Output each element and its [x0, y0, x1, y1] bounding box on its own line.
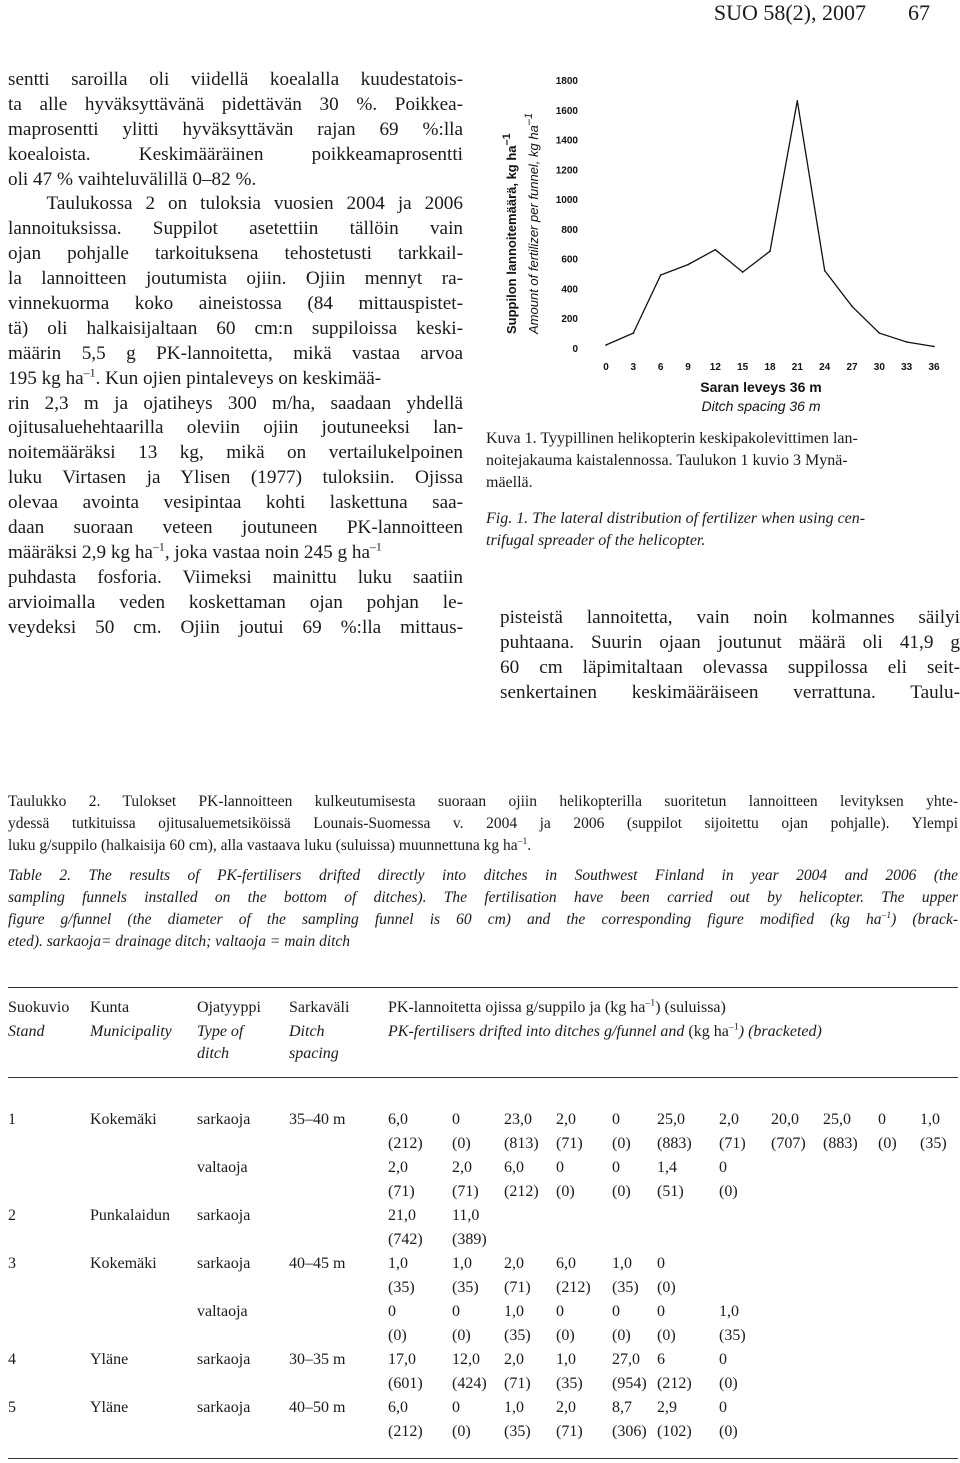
- cell-value-g-funnel: 1,0: [556, 1351, 576, 1368]
- right-body-text: [500, 606, 960, 706]
- cell-value-g-funnel: 0: [556, 1303, 564, 1320]
- cell-value-kg-ha: (424): [452, 1375, 487, 1392]
- y-tick-label: 800: [561, 224, 578, 236]
- cell-stand: 3: [8, 1255, 16, 1272]
- col-header-spacing-en-2: spacing: [289, 1045, 339, 1062]
- cell-municipality: Kokemäki: [90, 1111, 157, 1128]
- cell-municipality: Kokemäki: [90, 1255, 157, 1272]
- caption-line: eted). sarkaoja= drainage ditch; valtaoja = main ditch: [8, 933, 351, 950]
- cell-value-kg-ha: (883): [823, 1135, 858, 1152]
- cell-value-kg-ha: (102): [657, 1423, 692, 1440]
- cell-municipality: Yläne: [90, 1351, 129, 1368]
- superscript: –1: [645, 997, 656, 1009]
- text-fragment: ) (brack-: [891, 911, 958, 928]
- cell-value-g-funnel: 0: [719, 1159, 727, 1176]
- table-caption-en: [8, 865, 958, 953]
- table-caption-fi: [8, 791, 958, 857]
- x-tick-label: 30: [873, 362, 885, 373]
- cell-value-g-funnel: 0: [452, 1303, 460, 1320]
- cell-value-kg-ha: (212): [504, 1183, 539, 1200]
- cell-value-kg-ha: (0): [452, 1135, 471, 1152]
- y-tick-label: 200: [561, 314, 578, 326]
- cell-value-kg-ha: (51): [657, 1183, 684, 1200]
- y-tick-label: 0: [572, 344, 578, 355]
- cell-value-kg-ha: (212): [388, 1135, 423, 1152]
- cell-value-g-funnel: 1,0: [719, 1303, 739, 1320]
- journal-header: SUO 58(2), 2007: [713, 0, 866, 25]
- y-label-fi-text: Suppilon lannoitemäärä, kg ha: [504, 145, 519, 334]
- cell-value-g-funnel: 2,0: [556, 1111, 576, 1128]
- y-tick-label: 1000: [555, 195, 578, 207]
- data-point: [933, 346, 935, 348]
- y-label-en-sup: –1: [523, 112, 535, 126]
- cell-value-g-funnel: 12,0: [452, 1351, 480, 1368]
- text-line: määrin 5,5 g PK-lannoitetta, mikä vastaa arvoa: [8, 342, 463, 364]
- text-line: arvioimalla veden koskettaman ojan pohjan le-: [8, 591, 463, 613]
- cell-value-kg-ha: (954): [612, 1375, 647, 1392]
- data-point: [605, 344, 607, 346]
- cell-ditch-spacing: 35–40 m: [289, 1111, 346, 1128]
- data-point: [633, 332, 635, 334]
- x-tick-label: 12: [709, 362, 721, 373]
- header-fragment: ) (suluissa): [655, 999, 726, 1016]
- cell-value-g-funnel: 23,0: [504, 1111, 532, 1128]
- caption-line: Taulukko 2. Tulokset PK-lannoitteen kulkeutumisesta suoraan ojiin helikopterilla suoritetun lannoitteen levityksen yhte-: [8, 793, 958, 810]
- cell-value-g-funnel: 0: [452, 1399, 460, 1416]
- cell-ditch-type: sarkaoja: [197, 1207, 251, 1224]
- cell-ditch-type: sarkaoja: [197, 1399, 251, 1416]
- text-line: sentti saroilla oli viidellä koealalla kuudestatois-: [8, 69, 463, 90]
- caption-line: Kuva 1. Tyypillinen helikopterin keskipakolevittimen lan-: [486, 430, 858, 447]
- cell-stand: 1: [8, 1111, 16, 1128]
- cell-value-kg-ha: (35): [388, 1279, 415, 1296]
- cell-ditch-type: valtaoja: [197, 1159, 248, 1176]
- cell-value-g-funnel: 0: [719, 1351, 727, 1368]
- cell-value-kg-ha: (212): [556, 1279, 591, 1296]
- cell-value-g-funnel: 27,0: [612, 1351, 640, 1368]
- cell-value-g-funnel: 2,0: [388, 1159, 408, 1176]
- cell-value-kg-ha: (35): [920, 1135, 947, 1152]
- x-tick-label: 24: [819, 362, 831, 373]
- cell-value-kg-ha: (0): [388, 1327, 407, 1344]
- cell-value-kg-ha: (0): [612, 1135, 631, 1152]
- cell-value-g-funnel: 2,0: [504, 1351, 524, 1368]
- cell-value-g-funnel: 0: [657, 1303, 665, 1320]
- text-fragment: .: [527, 837, 532, 854]
- cell-value-kg-ha: (742): [388, 1231, 423, 1248]
- cell-value-kg-ha: (71): [452, 1183, 479, 1200]
- cell-value-kg-ha: (0): [878, 1135, 897, 1152]
- col-header-pk-en: [388, 1020, 822, 1044]
- cell-value-kg-ha: (0): [452, 1423, 471, 1440]
- text-fragment: 195 kg ha: [8, 367, 84, 389]
- cell-value-kg-ha: (212): [657, 1375, 692, 1392]
- col-header-type-en: Type of: [197, 1023, 244, 1040]
- cell-value-kg-ha: (71): [504, 1279, 531, 1296]
- cell-value-kg-ha: (0): [657, 1327, 676, 1344]
- caption-line-with-unit: [8, 909, 958, 931]
- text-line: puhtaana. Suurin ojaan joutunut määrä oli 41,9 g: [500, 631, 960, 653]
- cell-value-kg-ha: (0): [612, 1327, 631, 1344]
- cell-ditch-type: valtaoja: [197, 1303, 248, 1320]
- cell-value-kg-ha: (0): [719, 1375, 738, 1392]
- text-line: la lannoitteen joutumista ojiin. Ojiin mennyt ra-: [8, 268, 463, 290]
- text-line-with-unit: [8, 367, 463, 392]
- cell-stand: 4: [8, 1351, 16, 1368]
- text-line: Taulukossa 2 on tuloksia vuosien 2004 ja 2006: [8, 193, 463, 215]
- cell-value-kg-ha: (0): [719, 1183, 738, 1200]
- col-header-municipality-en: Municipality: [90, 1023, 172, 1040]
- cell-value-kg-ha: (71): [504, 1375, 531, 1392]
- header-fragment: ) (bracketed): [738, 1023, 822, 1040]
- text-line: tä) oli halkaisijaltaan 60 cm:n suppiloissa keski-: [8, 317, 463, 339]
- col-header-spacing-en: Ditch: [289, 1023, 325, 1040]
- caption-line-with-unit: [8, 835, 958, 857]
- data-point: [715, 249, 717, 251]
- y-tick-label: 1400: [555, 135, 578, 147]
- cell-value-g-funnel: 0: [612, 1111, 620, 1128]
- cell-value-g-funnel: 25,0: [823, 1111, 851, 1128]
- cell-stand: 2: [8, 1207, 16, 1224]
- cell-value-g-funnel: 11,0: [452, 1207, 480, 1224]
- x-tick-label: 27: [846, 362, 858, 373]
- cell-value-g-funnel: 1,0: [612, 1255, 632, 1272]
- cell-ditch-type: sarkaoja: [197, 1111, 251, 1128]
- cell-value-g-funnel: 0: [612, 1159, 620, 1176]
- cell-value-kg-ha: (389): [452, 1231, 487, 1248]
- cell-value-g-funnel: 25,0: [657, 1111, 685, 1128]
- superscript: –1: [83, 366, 96, 380]
- y-label-fi-sup: –1: [501, 133, 513, 146]
- text-line: luku Virtasen ja Ylisen (1977) tuloksiin. Ojissa: [8, 467, 463, 489]
- y-axis-label-en: [523, 113, 541, 335]
- cell-value-g-funnel: 6,0: [388, 1111, 408, 1128]
- x-tick-label: 21: [791, 362, 803, 373]
- cell-value-kg-ha: (212): [388, 1423, 423, 1440]
- col-header-municipality-fi: Kunta: [90, 999, 130, 1016]
- cell-value-kg-ha: (0): [556, 1327, 575, 1344]
- cell-value-kg-ha: (0): [452, 1327, 471, 1344]
- superscript: –1: [152, 540, 165, 554]
- data-point: [660, 274, 662, 276]
- cell-value-kg-ha: (35): [556, 1375, 583, 1392]
- data-point: [742, 271, 744, 273]
- text-fragment: . Kun ojien pintaleveys on keskimää-: [95, 367, 382, 389]
- col-header-spacing-fi: Sarkaväli: [289, 999, 350, 1016]
- cell-value-g-funnel: 0: [612, 1303, 620, 1320]
- cell-value-kg-ha: (0): [719, 1423, 738, 1440]
- cell-value-g-funnel: 2,0: [504, 1255, 524, 1272]
- text-line: ojan pohjalle tarkoituksena tehostetusti tarkkail-: [8, 243, 463, 265]
- cell-value-kg-ha: (883): [657, 1135, 692, 1152]
- x-tick-label: 15: [737, 362, 749, 373]
- figure-caption-fi: [486, 428, 958, 494]
- cell-value-kg-ha: (35): [612, 1279, 639, 1296]
- caption-line: Fig. 1. The lateral distribution of fertilizer when using cen-: [486, 510, 866, 527]
- text-line: pisteistä lannoitetta, vain noin kolmannes säilyi: [500, 607, 960, 628]
- cell-value-g-funnel: 0: [452, 1111, 460, 1128]
- y-tick-label: 400: [561, 284, 578, 296]
- x-tick-label: 3: [630, 362, 637, 373]
- data-point: [797, 100, 799, 102]
- text-line: rin 2,3 m ja ojatiheys 300 m/ha, saadaan yhdellä: [8, 392, 463, 414]
- cell-value-kg-ha: (71): [388, 1183, 415, 1200]
- x-tick-label: 6: [657, 362, 664, 373]
- x-tick-label: 9: [685, 362, 691, 373]
- data-point: [879, 332, 881, 334]
- text-line: ojitusaluehehtaarilla oleviin ojiin joutuneeksi lan-: [8, 417, 463, 439]
- text-line: 60 cm läpimitaltaan olevassa suppilossa eli seit-: [500, 656, 960, 678]
- cell-value-kg-ha: (35): [504, 1423, 531, 1440]
- col-header-pk-fi: [388, 996, 726, 1020]
- cell-value-kg-ha: (707): [771, 1135, 806, 1152]
- text-fragment: luku g/suppilo (halkaisija 60 cm), alla vastaava luku (suluissa) muunnettuna kg ha: [8, 837, 518, 854]
- col-header-type-fi: Ojatyyppi: [197, 999, 261, 1016]
- text-line: vinnekuorma koko aineistossa (84 mittauspistet-: [8, 293, 463, 315]
- cell-value-g-funnel: 0: [657, 1255, 665, 1272]
- text-line: daan suoraan veteen joutuneen PK-lannoitteen: [8, 517, 463, 539]
- x-axis-label-fi: Saran leveys 36 m: [700, 379, 822, 395]
- cell-value-g-funnel: 2,0: [452, 1159, 472, 1176]
- col-header-stand-en: Stand: [8, 1023, 45, 1040]
- fertilizer-distribution-chart: [486, 66, 960, 418]
- cell-value-g-funnel: 1,0: [388, 1255, 408, 1272]
- data-point: [824, 270, 826, 272]
- text-line: puhdasta fosforia. Viimeksi mainittu luku saatiin: [8, 566, 463, 588]
- cell-value-g-funnel: 2,9: [657, 1399, 677, 1416]
- text-line: lannoituksissa. Suppilot asetettiin tällöin vain: [8, 218, 463, 240]
- cell-value-kg-ha: (0): [556, 1183, 575, 1200]
- col-header-type-en-2: ditch: [197, 1045, 229, 1062]
- cell-value-g-funnel: 0: [388, 1303, 396, 1320]
- figure-caption-en: [486, 508, 958, 552]
- cell-value-g-funnel: 0: [719, 1399, 727, 1416]
- cell-value-g-funnel: 0: [556, 1159, 564, 1176]
- cell-ditch-spacing: 30–35 m: [289, 1351, 346, 1368]
- cell-value-g-funnel: 20,0: [771, 1111, 799, 1128]
- text-fragment: figure g/funnel (the diameter of the sampling funnel is 60 cm) and the corresponding figure modified (kg ha: [8, 911, 882, 928]
- cell-value-kg-ha: (71): [556, 1135, 583, 1152]
- y-tick-label: 1200: [555, 165, 578, 177]
- cell-value-g-funnel: 8,7: [612, 1399, 632, 1416]
- text-line: maprosentti ylitti hyväksyttävän rajan 69 %:lla: [8, 118, 463, 140]
- cell-value-kg-ha: (35): [719, 1327, 746, 1344]
- y-tick-label: 1800: [555, 76, 578, 87]
- x-tick-label: 36: [928, 362, 940, 373]
- text-line: oli 47 % vaihteluvälillä 0–82 %.: [8, 168, 257, 190]
- cell-value-g-funnel: 1,0: [504, 1303, 524, 1320]
- table-bottom-rule: [8, 1458, 958, 1459]
- text-fragment: , joka vastaa noin 245 g ha: [164, 541, 370, 563]
- cell-value-g-funnel: 1,4: [657, 1159, 677, 1176]
- cell-value-g-funnel: 2,0: [719, 1111, 739, 1128]
- cell-ditch-type: sarkaoja: [197, 1351, 251, 1368]
- table-header-rule: [8, 1077, 958, 1078]
- text-line: ta alle hyväksyttävänä pidettävän 30 %. Poikkea-: [8, 93, 463, 115]
- text-line: veydeksi 50 cm. Ojiin joutui 69 %:lla mittaus-: [8, 616, 463, 638]
- superscript: –1: [728, 1021, 739, 1033]
- data-point: [906, 341, 908, 343]
- cell-value-kg-ha: (71): [719, 1135, 746, 1152]
- text-line: koealoista. Keskimääräinen poikkeamaprosentti: [8, 143, 463, 165]
- superscript: –1: [517, 835, 528, 847]
- cell-value-kg-ha: (35): [452, 1279, 479, 1296]
- table-top-rule: [8, 987, 958, 988]
- x-axis-label-en: Ditch spacing 36 m: [701, 398, 821, 414]
- cell-stand: 5: [8, 1399, 16, 1416]
- cell-ditch-spacing: 40–50 m: [289, 1399, 346, 1416]
- distribution-line: [606, 101, 934, 347]
- x-tick-label: 18: [764, 362, 776, 373]
- header-fragment: PK-lannoitetta ojissa g/suppilo ja (kg ha: [388, 999, 646, 1016]
- caption-line: ydessä tutkituissa ojitusaluemetsiköissä Lounais-Suomessa v. 2004 ja 2006 (suppilot sijoitettu ojan pohjalle). Ylempi: [8, 815, 958, 832]
- cell-value-g-funnel: 17,0: [388, 1351, 416, 1368]
- data-point: [687, 264, 689, 266]
- cell-value-g-funnel: 2,0: [556, 1399, 576, 1416]
- text-fragment: määräksi 2,9 kg ha: [8, 541, 153, 563]
- superscript: –1: [369, 540, 382, 554]
- header-fragment: (kg ha: [688, 1023, 729, 1040]
- y-axis-label-fi: [501, 133, 519, 334]
- caption-line: noitejakauma kaistalennossa. Taulukon 1 kuvio 3 Mynä-: [486, 452, 848, 469]
- text-line: noitemääräksi 13 kg, mikä on vertailukelpoinen: [8, 442, 463, 464]
- cell-value-g-funnel: 1,0: [504, 1399, 524, 1416]
- cell-value-kg-ha: (601): [388, 1375, 423, 1392]
- text-line-with-unit: [8, 541, 463, 566]
- cell-value-kg-ha: (813): [504, 1135, 539, 1152]
- cell-value-g-funnel: 6: [657, 1351, 665, 1368]
- y-tick-label: 1600: [555, 105, 578, 117]
- text-line: senkertainen keskimääräiseen verrattuna. Taulu-: [500, 681, 960, 703]
- header-fragment: PK-fertilisers drifted into ditches g/funnel and: [388, 1023, 685, 1040]
- cell-value-g-funnel: 6,0: [388, 1399, 408, 1416]
- cell-value-kg-ha: (35): [504, 1327, 531, 1344]
- cell-value-g-funnel: 1,0: [920, 1111, 940, 1128]
- cell-value-g-funnel: 21,0: [388, 1207, 416, 1224]
- cell-value-g-funnel: 6,0: [556, 1255, 576, 1272]
- x-tick-label: 0: [603, 362, 609, 373]
- caption-line: Table 2. The results of PK-fertilisers drifted directly into ditches in Southwest Finland in year 2004 and 2006 (the: [8, 867, 958, 884]
- y-tick-label: 600: [561, 254, 578, 266]
- page-number: 67: [908, 0, 930, 25]
- cell-municipality: Yläne: [90, 1399, 129, 1416]
- data-point: [851, 306, 853, 308]
- x-tick-label: 33: [901, 362, 913, 373]
- caption-line: sampling funnels installed on the bottom of ditches). The fertilisation have been carried out by helicopter. The upper: [8, 889, 958, 906]
- cell-value-kg-ha: (0): [657, 1279, 676, 1296]
- superscript: –1: [881, 909, 892, 921]
- cell-value-kg-ha: (71): [556, 1423, 583, 1440]
- cell-value-kg-ha: (0): [612, 1183, 631, 1200]
- col-header-stand-fi: Suokuvio: [8, 999, 70, 1016]
- text-line: olevaa avointa vesipintaa kohti laskettuna saa-: [8, 492, 463, 514]
- cell-value-g-funnel: 1,0: [452, 1255, 472, 1272]
- cell-value-g-funnel: 0: [878, 1111, 886, 1128]
- cell-municipality: Punkalaidun: [90, 1207, 170, 1224]
- caption-line: trifugal spreader of the helicopter.: [486, 532, 706, 549]
- cell-value-kg-ha: (306): [612, 1423, 647, 1440]
- y-label-en-text: Amount of fertilizer per funnel, kg ha: [526, 125, 541, 334]
- cell-ditch-type: sarkaoja: [197, 1255, 251, 1272]
- left-body-text: [8, 68, 463, 640]
- data-point: [769, 250, 771, 252]
- cell-ditch-spacing: 40–45 m: [289, 1255, 346, 1272]
- caption-line: mäellä.: [486, 474, 533, 491]
- cell-value-g-funnel: 6,0: [504, 1159, 524, 1176]
